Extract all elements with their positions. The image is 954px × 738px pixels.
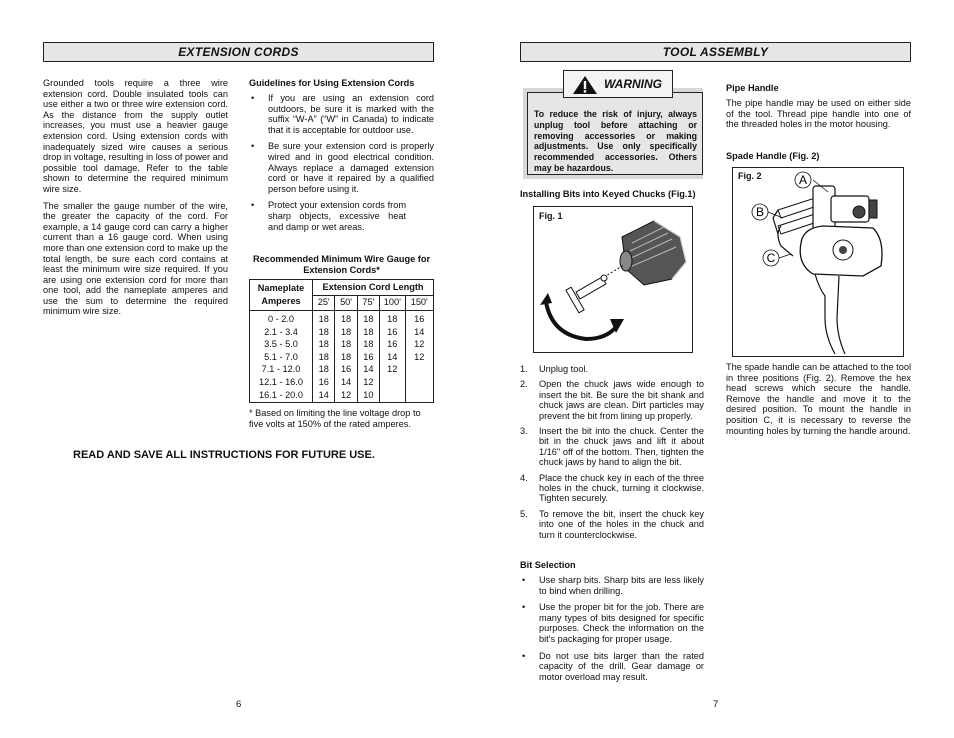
gauge-value: 18 [318,364,329,375]
figure-2-label: Fig. 2 [738,171,762,181]
gauge-value: 18 [318,314,329,324]
tool-assembly-header: TOOL ASSEMBLY [520,42,911,62]
amperes-column [250,311,313,403]
amperes-row: 16.1 - 20.0 [259,389,303,400]
length-100: 100' [380,296,405,311]
guideline-item: • Be sure your extension cord is properly wired and in good electrical condition. Always replace a damaged extension cord or have it repaired by a qualified person before using it. [249,141,434,194]
warning-label: WARNING [604,77,662,91]
step-item [520,426,704,468]
bit-selection-item: • Use sharp bits. Sharp bits are less likely to bind when drilling. [520,575,704,596]
extension-cords-header: EXTENSION CORDS [43,42,434,62]
step-number: 4. [520,472,528,483]
gauge-value: 14 [414,326,425,337]
step-number: 5. [520,508,528,519]
pipe-handle-text: The pipe handle may be used on either side of the tool. Thread pipe handle into one of the threaded holes in the motor housing. [726,98,911,130]
step-item [520,364,704,374]
step-text: Open the chuck jaws wide enough to insert the bit. Be sure the bit shank and chuck jaws are clean. Dirt particles may prevent the bit from lining up properly. [539,379,704,421]
gauge-value: 18 [340,326,352,337]
step-item [520,473,704,504]
nameplate-header-line2: Amperes [261,296,301,306]
warning-text: To reduce the risk of injury, always unplug tool before attaching or removing accessories or making adjustments. Use only specifically recommended accessories. Others may be hazardous. [534,109,697,173]
bit-selection-title: Bit Selection [520,560,576,570]
figure-1-label: Fig. 1 [539,211,563,221]
gauge-value: 12 [414,339,425,350]
gauge-value: 14 [318,389,329,400]
amperes-row: 5.1 - 7.0 [264,351,298,362]
length-25: 25' [313,296,335,311]
step-text: Insert the bit into the chuck. Center the bit in the chuck jaws and lift it about 1/16" off of the bottom. Then, tighten the chuck jaws by hand to align the bit. [539,426,704,468]
amperes-row: 3.5 - 5.0 [264,339,298,350]
wire-gauge-table-title: Recommended Minimum Wire Gauge for Extension Cords* [252,254,431,275]
chuck-key-icon [566,275,607,313]
position-a-label: A [798,173,808,187]
table-footnote: * Based on limiting the line voltage drop to five volts at 150% of the rated amperes. [249,408,421,429]
amperes-row: 2.1 - 3.4 [264,326,298,337]
gauge-column-150 [405,311,434,403]
gauge-value: 18 [318,351,329,362]
figure-1-frame [533,206,693,353]
gauge-value: 18 [340,351,352,362]
installing-bits-title: Installing Bits into Keyed Chucks (Fig.1) [520,189,696,199]
page-number-right: 7 [713,699,719,710]
extension-length-header: Extension Cord Length [313,280,434,296]
chuck-key-illustration [534,207,692,352]
gauge-column-25 [313,311,335,403]
position-b-label: B [755,205,765,219]
step-number: 1. [520,364,528,374]
intro-paragraph-2: The smaller the gauge number of the wire, the greater the capacity of the cord. For example, a 14 gauge cord can carry a higher current than a 16 gauge cord. When using more than one extension cord to make up the total length, be sure each cord contains at least the minimum wire size required. If you are using one extension cord for more than one tool, add the nameplate amperes and use the sum to determine the required minimum wire size. [43,200,228,317]
pipe-handle-title: Pipe Handle [726,83,779,93]
warning-triangle-icon [572,75,598,95]
gauge-value: 18 [363,339,374,350]
gauge-value: 18 [318,339,329,350]
length-150: 150' [405,296,434,311]
warning-tab [563,70,673,98]
step-item [520,379,704,421]
bit-selection-item: • Do not use bits larger than the rated capacity of the drill. Gear damage or motor overload may result. [520,651,704,683]
step-text: To remove the bit, insert the chuck key into one of the holes in the chuck and turn it counterclockwise. [539,508,704,540]
drill-chuck-icon [620,221,686,285]
nameplate-header-line1: Nameplate [257,283,305,293]
gauge-column-75 [357,311,379,403]
warning-box [527,92,703,175]
gauge-value: 18 [363,314,374,324]
guidelines-title: Guidelines for Using Extension Cords [249,78,415,88]
amperes-row: 12.1 - 16.0 [259,376,303,387]
gauge-column-50 [335,311,357,403]
gauge-value: 12 [340,389,352,400]
gauge-value: 16 [318,376,329,387]
gauge-value: 16 [363,351,374,362]
length-50: 50' [335,296,357,311]
nameplate-header [250,280,313,311]
gauge-value: 14 [387,351,398,362]
gauge-column-100 [380,311,405,403]
bit-selection-item: • Use the proper bit for the job. There are many types of bits designed for specific purposes. Check the information on the bit's packaging for proper usage. [520,602,704,644]
gauge-value: 16 [414,314,425,324]
intro-text [43,78,228,323]
guidelines-list [249,93,434,238]
installing-steps-list [520,364,704,545]
spade-handle-title: Spade Handle (Fig. 2) [726,151,820,161]
gauge-value: 18 [387,314,398,324]
figure-2-frame [732,167,904,357]
gauge-value: 18 [318,326,329,337]
step-item [520,509,704,540]
wire-gauge-table [249,279,434,403]
step-text: Unplug tool. [539,364,589,374]
arrow-tail-icon [540,293,552,305]
intro-paragraph-1: Grounded tools require a three wire extension cord. Double insulated tools can use either a two or three wire extension cord. As the distance from the supply outlet increases, you must use a heavier gauge extension cord. Using extension cords with inadequately sized wire causes a serious drop in voltage, resulting in loss of power and possible tool damage. Refer to the table shown to determine the required minimum wire size. [43,78,228,194]
gauge-value: 16 [387,326,398,337]
gauge-value: 16 [340,364,352,375]
read-save-instructions: READ AND SAVE ALL INSTRUCTIONS FOR FUTURE USE. [73,449,375,461]
amperes-row: 0 - 2.0 [267,314,295,324]
gauge-value: 10 [363,389,374,400]
step-number: 3. [520,426,528,437]
spade-handle-text: The spade handle can be attached to the tool in three positions (Fig. 2). Remove the hex head screws which secure the handle. Remove the handle and move it to the desired position. To mount the handle in position C, it is necessary to reverse the mounting holes by turning the handle around. [726,362,911,436]
spade-handle-illustration [733,168,903,356]
gauge-value: 18 [340,339,352,350]
gauge-value: 18 [340,314,352,324]
gauge-value: 18 [363,326,374,337]
gauge-value: 12 [387,364,398,375]
length-75: 75' [357,296,379,311]
guideline-item: • Protect your extension cords from sharp objects, excessive heat and damp or wet areas. [249,200,434,232]
gauge-value: 12 [363,376,374,387]
amperes-row: 7.1 - 12.0 [261,364,301,375]
step-text: Place the chuck key in each of the three holes in the chuck, turning it clockwise. Tighten securely. [539,472,704,504]
gauge-value: 16 [387,339,398,350]
gauge-value: 14 [363,364,374,375]
position-c-label: C [766,251,776,265]
step-number: 2. [520,379,528,390]
guideline-item: • If you are using an extension cord outdoors, be sure it is marked with the suffix “W-A” (“W” in Canada) to indicate that it is acceptable for outdoor use. [249,93,434,135]
gauge-value: 12 [414,351,425,362]
page-number-left: 6 [236,699,242,710]
bit-selection-list [520,575,704,688]
gauge-value: 14 [340,376,352,387]
